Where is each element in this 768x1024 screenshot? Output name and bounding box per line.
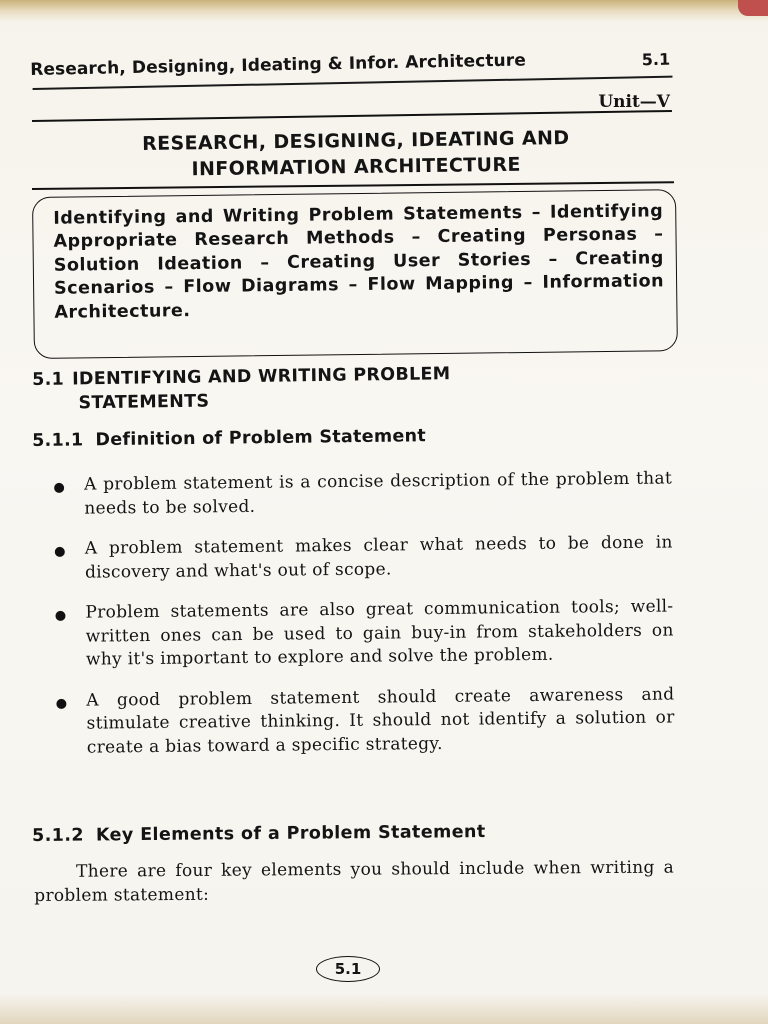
running-header [30, 46, 675, 92]
bullet-item [51, 531, 673, 585]
topics-box [32, 189, 678, 359]
section-title-line1: IDENTIFYING AND WRITING PROBLEM [72, 364, 451, 390]
bullet-text: A problem statement is a concise description of the problem that needs to be solved. [84, 468, 673, 519]
bullet-icon [56, 698, 66, 708]
section-5-1-1-heading [32, 421, 652, 453]
section-5-1-heading [32, 360, 633, 416]
bullet-text: Problem statements are also great communication tools; well-written ones can be used to gain buy-in from stakeholders on why it's important to explore and solve the problem. [85, 596, 674, 670]
page-bottom-shade [0, 994, 768, 1024]
subsection-number: 5.1.2 [32, 825, 85, 846]
section-title-line2: STATEMENTS [78, 391, 210, 414]
section-number: 5.1 [32, 369, 65, 390]
bullet-item [51, 595, 674, 672]
header-page-number: 5.1 [641, 49, 671, 70]
subsection-title: Key Elements of a Problem Statement [95, 822, 486, 846]
chapter-title [36, 124, 677, 185]
bullet-item [52, 683, 675, 760]
footer-page-number: 5.1 [316, 956, 380, 982]
topics-text: Identifying and Writing Problem Statements – Identifying Appropriate Research Methods – Creating Personas – Solution Ideation – Creating User Stories – Creating Scenarios – Flow Diagrams – Flow Mapping – Information Architecture. [53, 201, 665, 323]
bullet-icon [54, 483, 64, 493]
bullet-text: A problem statement makes clear what needs to be done in discovery and what's out of scope. [84, 532, 673, 583]
title-rule-top [32, 110, 672, 122]
subsection-number: 5.1.1 [32, 430, 84, 451]
bullet-icon [55, 611, 65, 621]
corner-tab [738, 0, 768, 16]
bullet-list [50, 467, 675, 776]
unit-label: Unit—V [598, 92, 670, 112]
body-paragraph: There are four key elements you should include when writing a problem statement: [34, 857, 675, 906]
subsection-title: Definition of Problem Statement [95, 426, 427, 451]
bullet-icon [55, 547, 65, 557]
section-5-1-2-heading [32, 819, 652, 848]
bullet-item [50, 467, 672, 521]
bullet-text: A good problem statement should create awareness and stimulate creative thinking. It should not identify a solution or create a bias toward a specific strategy. [86, 683, 675, 758]
page-edge-shadow [0, 0, 768, 22]
chapter-title-line2: INFORMATION ARCHITECTURE [191, 153, 521, 181]
running-title: Research, Designing, Ideating & Infor. Architecture [30, 50, 527, 80]
chapter-title-line1: RESEARCH, DESIGNING, IDEATING AND [141, 127, 570, 155]
